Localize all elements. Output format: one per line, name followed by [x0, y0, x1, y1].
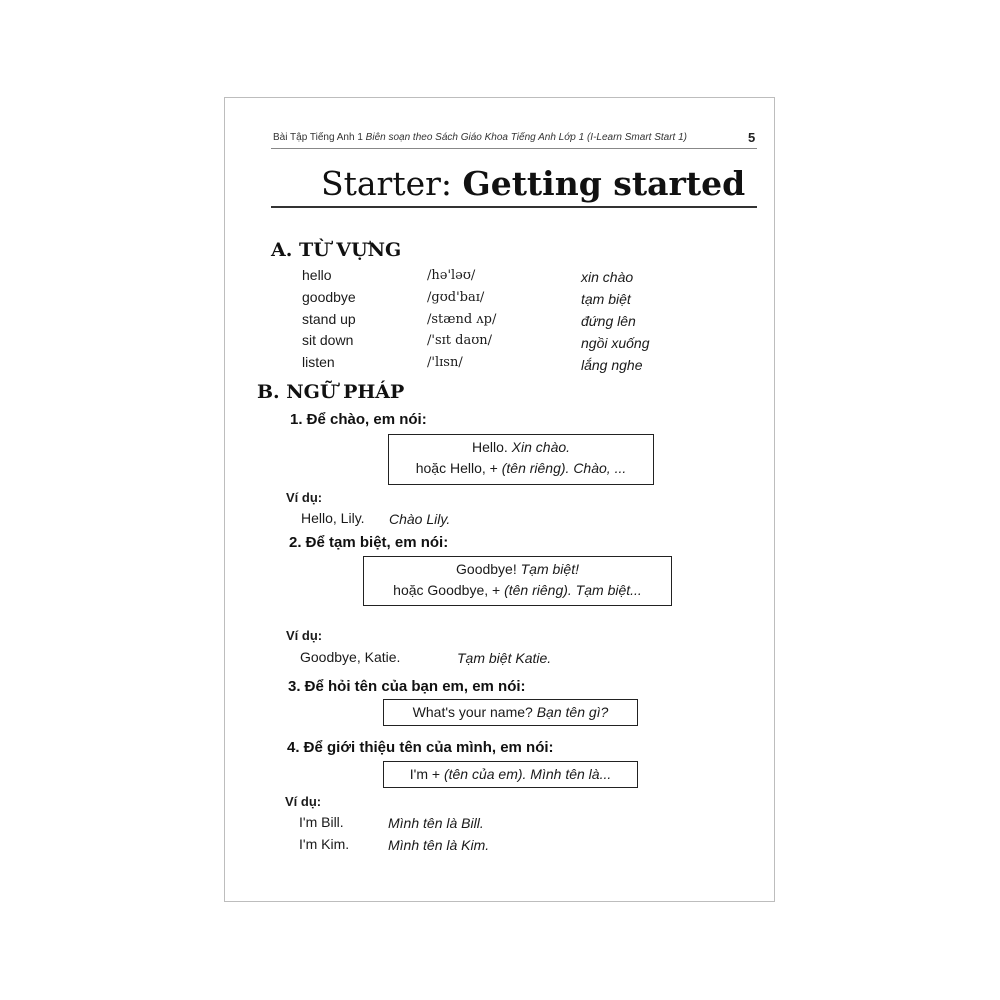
formula-line: I'm + (tên của em). Mình tên là...	[409, 766, 612, 782]
example-vietnamese: Mình tên là Kim.	[388, 837, 490, 853]
vocab-ipa: /stænd ʌp/	[427, 312, 497, 327]
running-header	[273, 132, 687, 143]
vocab-meaning: tạm biệt	[581, 291, 631, 307]
vocab-ipa: /gʊd'baɪ/	[427, 290, 485, 305]
example-vietnamese: Tạm biệt Katie.	[457, 650, 552, 666]
grammar-section-2-heading: 2. Để tạm biệt, em nói:	[289, 534, 449, 551]
book-subtitle: Biên soạn theo Sách Giáo Khoa Tiếng Anh Lớp 1 (I-Learn Smart Start 1)	[365, 132, 687, 143]
grammar-section-3-heading: 3. Để hỏi tên của bạn em, em nói:	[288, 678, 526, 695]
examples-label: Ví dụ:	[285, 794, 322, 809]
examples-label: Ví dụ:	[286, 490, 323, 505]
title-main: Getting started	[462, 164, 746, 203]
vocab-ipa: /'lɪsn/	[427, 355, 463, 370]
formula-line: What's your name? Bạn tên gì?	[412, 704, 609, 720]
page-title	[321, 164, 745, 203]
book-title: Bài Tập Tiếng Anh 1	[273, 132, 363, 143]
farewell-formula-box	[363, 556, 672, 606]
example-english: I'm Bill.	[299, 814, 344, 830]
vocab-word: hello	[302, 267, 332, 283]
formula-line: hoặc Hello, + (tên riêng). Chào, ...	[415, 460, 627, 476]
header-divider	[271, 148, 757, 149]
vocab-word: goodbye	[302, 289, 356, 305]
grammar-heading: B. NGỮ PHÁP	[257, 381, 405, 403]
example-english: Hello, Lily.	[301, 510, 365, 526]
title-divider	[271, 206, 757, 208]
vocab-ipa: /'sɪt daʊn/	[427, 333, 493, 348]
vocab-meaning: đứng lên	[581, 313, 636, 329]
grammar-section-4-heading: 4. Để giới thiệu tên của mình, em nói:	[287, 739, 554, 756]
vocab-heading: A. TỪ VỰNG	[271, 239, 402, 261]
title-prefix: Starter:	[321, 164, 453, 203]
formula-line: Hello. Xin chào.	[471, 439, 571, 455]
vocab-meaning: lắng nghe	[581, 357, 643, 373]
vocab-ipa: /hə'ləʊ/	[427, 268, 476, 283]
vocab-word: stand up	[302, 311, 356, 327]
page-number: 5	[748, 130, 756, 145]
formula-line: Goodbye! Tạm biệt!	[456, 561, 579, 577]
example-english: I'm Kim.	[299, 836, 350, 852]
example-vietnamese: Chào Lily.	[389, 511, 451, 527]
grammar-section-1-heading: 1. Để chào, em nói:	[290, 411, 427, 428]
vocab-word: listen	[302, 354, 335, 370]
examples-label: Ví dụ:	[286, 628, 323, 643]
vocab-meaning: xin chào	[581, 269, 634, 285]
greeting-formula-box	[388, 434, 654, 485]
introduce-name-formula-box	[383, 761, 638, 788]
vocab-meaning: ngồi xuống	[581, 335, 650, 351]
ask-name-formula-box	[383, 699, 638, 726]
example-english: Goodbye, Katie.	[300, 649, 401, 665]
vocab-word: sit down	[302, 332, 354, 348]
example-vietnamese: Mình tên là Bill.	[388, 815, 484, 831]
book-page	[224, 97, 775, 902]
formula-line: hoặc Goodbye, + (tên riêng). Tạm biệt...	[393, 582, 642, 598]
